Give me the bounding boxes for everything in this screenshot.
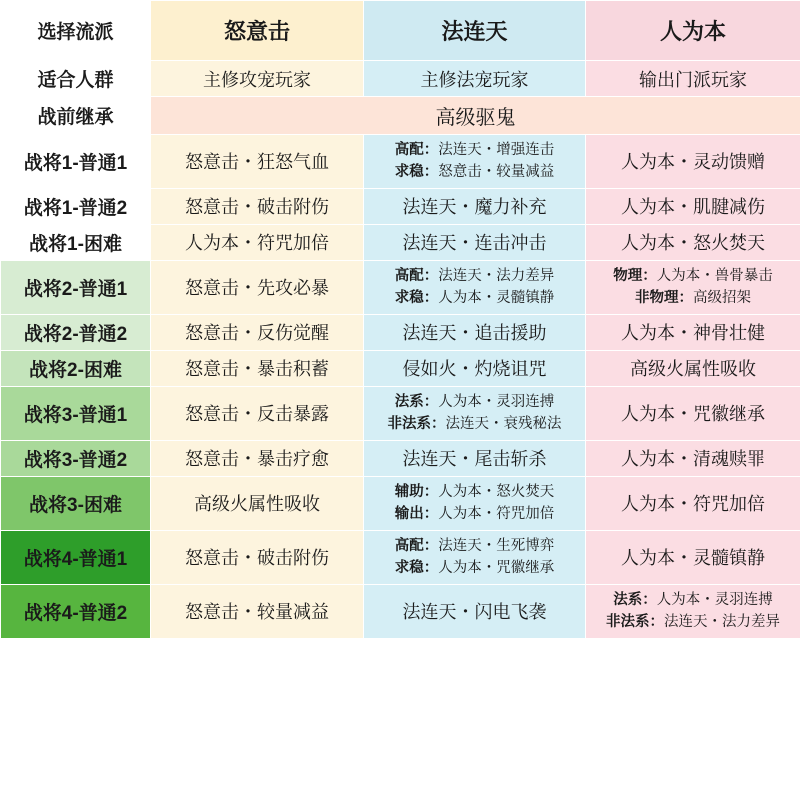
cell-line [370, 287, 579, 309]
cell-line-value: 高级招架 [693, 290, 751, 307]
table-row [1, 386, 800, 440]
cell-line-value: 人为本・兽骨暴击 [656, 267, 773, 284]
table-row [1, 584, 800, 638]
cell-r12-c2 [364, 530, 586, 584]
cell-line-key: 物理： [613, 267, 657, 284]
cell-r10-c1: 怒意击・暴击疗愈 [151, 440, 364, 476]
cell-r11-c2 [364, 476, 586, 530]
cell-line [370, 161, 579, 183]
cell-line [370, 265, 579, 287]
cell-r10-c2: 法连天・尾击斩杀 [364, 440, 586, 476]
cell-r9-c1: 怒意击・反击暴露 [151, 386, 364, 440]
cell-r7-c3: 人为本・神骨壮健 [586, 314, 800, 350]
table-row [1, 135, 800, 189]
cell-r6-c2 [364, 260, 586, 314]
cell-line-value: 法连天・增强连击 [438, 142, 555, 158]
cell-line [370, 535, 579, 557]
table-row [1, 260, 800, 314]
row-span-cell: 高级驱鬼 [151, 97, 800, 135]
cell-line-key: 法系： [394, 393, 439, 410]
cell-line-value: 人为本・灵羽连搏 [438, 393, 555, 410]
cell-r4-c1: 怒意击・破击附伤 [151, 188, 364, 224]
row-label: 适合人群 [1, 61, 151, 97]
table-row [1, 61, 800, 97]
row-label: 战将2-普通2 [1, 314, 151, 350]
header-column-1: 怒意击 [151, 1, 364, 61]
cell-r4-c3: 人为本・肌腱减伤 [586, 188, 800, 224]
cell-r3-c3: 人为本・灵动馈赠 [586, 135, 800, 189]
cell-r13-c3 [586, 584, 800, 638]
cell-line-key: 高配： [394, 537, 439, 554]
cell-r13-c2: 法连天・闪电飞袭 [364, 584, 586, 638]
cell-line-value: 人为本・咒徽继承 [438, 560, 555, 577]
row-label: 战将2-困难 [1, 350, 151, 386]
cell-r1-c2: 主修法宠玩家 [364, 61, 586, 97]
cell-line-key: 非法系： [387, 416, 446, 433]
row-label: 战将1-困难 [1, 224, 151, 260]
cell-line-value: 人为本・灵羽连搏 [656, 591, 773, 608]
row-label: 战将1-普通2 [1, 188, 151, 224]
cell-line [592, 265, 794, 287]
cell-r7-c2: 法连天・追击援助 [364, 314, 586, 350]
cell-r5-c2: 法连天・连击冲击 [364, 224, 586, 260]
cell-r1-c3: 输出门派玩家 [586, 61, 800, 97]
cell-r5-c1: 人为本・符咒加倍 [151, 224, 364, 260]
row-label: 战将3-困难 [1, 476, 151, 530]
cell-line-key: 辅助： [394, 483, 439, 500]
table-row [1, 97, 800, 135]
cell-line [370, 391, 579, 413]
cell-r4-c2: 法连天・魔力补充 [364, 188, 586, 224]
cell-r6-c1: 怒意击・先攻必暴 [151, 260, 364, 314]
cell-line-key: 非法系： [606, 614, 664, 631]
cell-r8-c2: 侵如火・灼烧诅咒 [364, 350, 586, 386]
cell-line-key: 输出： [394, 506, 439, 523]
row-label: 战将3-普通2 [1, 440, 151, 476]
cell-line-value: 法连天・生死博弈 [438, 537, 555, 554]
cell-r9-c2 [364, 386, 586, 440]
row-label: 战将1-普通1 [1, 135, 151, 189]
cell-line-key: 高配： [394, 267, 439, 284]
cell-line-value: 法连天・衰残秘法 [445, 416, 562, 433]
cell-line [370, 481, 579, 503]
table-row [1, 530, 800, 584]
cell-line [592, 287, 794, 309]
cell-r7-c1: 怒意击・反伤觉醒 [151, 314, 364, 350]
row-label: 战将4-普通2 [1, 584, 151, 638]
cell-r13-c1: 怒意击・较量减益 [151, 584, 364, 638]
table-row [1, 440, 800, 476]
table-row [1, 350, 800, 386]
cell-r6-c3 [586, 260, 800, 314]
cell-line-key: 求稳： [394, 290, 439, 307]
cell-line [370, 503, 579, 525]
cell-r11-c1: 高级火属性吸收 [151, 476, 364, 530]
cell-line-key: 高配： [394, 142, 439, 158]
table-row [1, 224, 800, 260]
header-row [1, 1, 800, 61]
cell-line [370, 139, 579, 161]
cell-r11-c3: 人为本・符咒加倍 [586, 476, 800, 530]
cell-r3-c2 [364, 135, 586, 189]
cell-line-key: 求稳： [394, 164, 439, 181]
cell-r10-c3: 人为本・清魂赎罪 [586, 440, 800, 476]
header-label-cell: 选择流派 [1, 1, 151, 61]
cell-line-value: 法连天・法力差异 [438, 267, 555, 284]
cell-r3-c1: 怒意击・狂怒气血 [151, 135, 364, 189]
cell-r9-c3: 人为本・咒徽继承 [586, 386, 800, 440]
cell-line-value: 人为本・怒火焚天 [438, 483, 555, 500]
row-label: 战将2-普通1 [1, 260, 151, 314]
row-label: 战前继承 [1, 97, 151, 135]
header-column-3: 人为本 [586, 1, 800, 61]
cell-r12-c1: 怒意击・破击附伤 [151, 530, 364, 584]
cell-line [370, 413, 579, 435]
cell-line [592, 611, 794, 633]
cell-line [370, 557, 579, 579]
cell-r8-c3: 高级火属性吸收 [586, 350, 800, 386]
cell-line [592, 589, 794, 611]
cell-line-key: 非物理： [635, 290, 693, 307]
cell-r8-c1: 怒意击・暴击积蓄 [151, 350, 364, 386]
cell-line-value: 人为本・灵髓镇静 [438, 290, 555, 307]
header-column-2: 法连天 [364, 1, 586, 61]
cell-line-key: 求稳： [394, 560, 439, 577]
cell-r1-c1: 主修攻宠玩家 [151, 61, 364, 97]
cell-r12-c3: 人为本・灵髓镇静 [586, 530, 800, 584]
row-label: 战将3-普通1 [1, 386, 151, 440]
cell-line-key: 法系： [613, 591, 657, 608]
cell-line-value: 怒意击・较量减益 [438, 164, 555, 181]
table-row [1, 314, 800, 350]
cell-line-value: 人为本・符咒加倍 [438, 506, 555, 523]
table-row [1, 476, 800, 530]
row-label: 战将4-普通1 [1, 530, 151, 584]
table-row [1, 188, 800, 224]
cell-line-value: 法连天・法力差异 [664, 614, 780, 631]
cell-r5-c3: 人为本・怒火焚天 [586, 224, 800, 260]
